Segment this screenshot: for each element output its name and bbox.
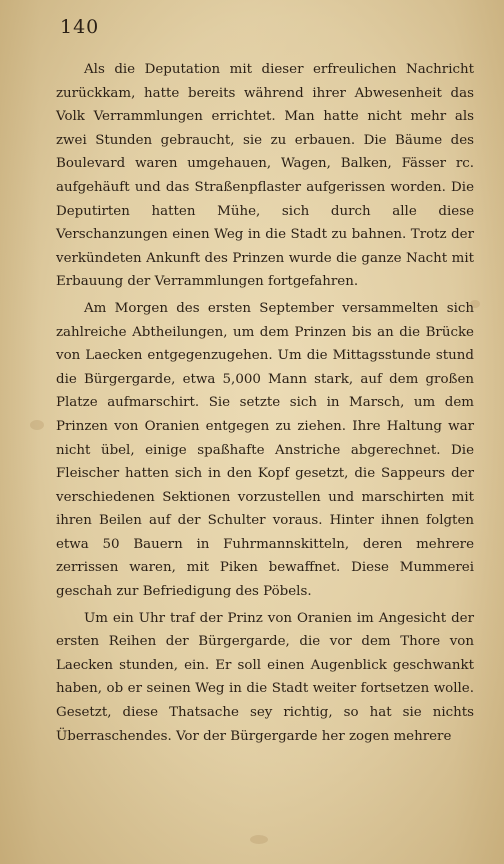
paragraph-2: Am Morgen des ersten September versammelten sich zahlreiche Abtheilungen, um dem Prinzen bis an die Brücke von Laecken entgegenzugehen. Um die Mittagsstunde stund die Bürgergarde, etwa 5,000 Mann stark, auf dem großen Platze aufmarschirt. Sie setzte sich in Marsch, um dem Prinzen von Oranien entgegen zu ziehen. Ihre Haltung war nicht übel, einige spaßhafte Anstriche abgerechnet. Die Fleischer hatten sich in den Kopf gesetzt, die Sappeurs der verschiedenen Sektionen vorzustellen und marschirten mit ihren Beilen auf der Schulter voraus. Hinter ihnen folgten etwa 50 Bauern in Fuhrmannskitteln, deren mehrere zerrissen waren, mit Piken bewaffnet. Diese Mummerei geschah zur Befriedigung des Pöbels. xyxy=(56,300,474,600)
page-number: 140 xyxy=(60,16,100,38)
paragraph-1: Als die Deputation mit dieser erfreulichen Nachricht zurückkam, hatte bereits während ihrer Abwesenheit das Volk Verrammlungen errichtet. Man hatte nicht mehr als zwei Stunden gebraucht, sie zu erbauen. Die Bäume des Boulevard waren umgehauen, Wagen, Balken, Fässer rc. aufgehäuft und das Straßenpflaster aufgerissen worden. Die Deputirten hatten Mühe, sich durch alle diese Verschanzungen einen Weg in die Stadt zu bahnen. Trotz der verkündeten Ankunft des Prinzen wurde die ganze Nacht mit Erbauung der Verrammlungen fortgefahren. xyxy=(56,62,474,290)
foxing-spot xyxy=(250,835,268,844)
body-text xyxy=(56,58,474,748)
paragraph-3: Um ein Uhr traf der Prinz von Oranien im Angesicht der ersten Reihen der Bürgergarde, die vor dem Thore von Laecken stunden, ein. Er soll einen Augenblick geschwankt haben, ob er seinen Weg in die Stadt weiter fortsetzen wolle. Gesetzt, diese Thatsache sey richtig, so hat sie nichts Überraschendes. Vor der Bürgergarde her zogen mehrere xyxy=(56,610,474,744)
foxing-spot xyxy=(30,420,44,430)
